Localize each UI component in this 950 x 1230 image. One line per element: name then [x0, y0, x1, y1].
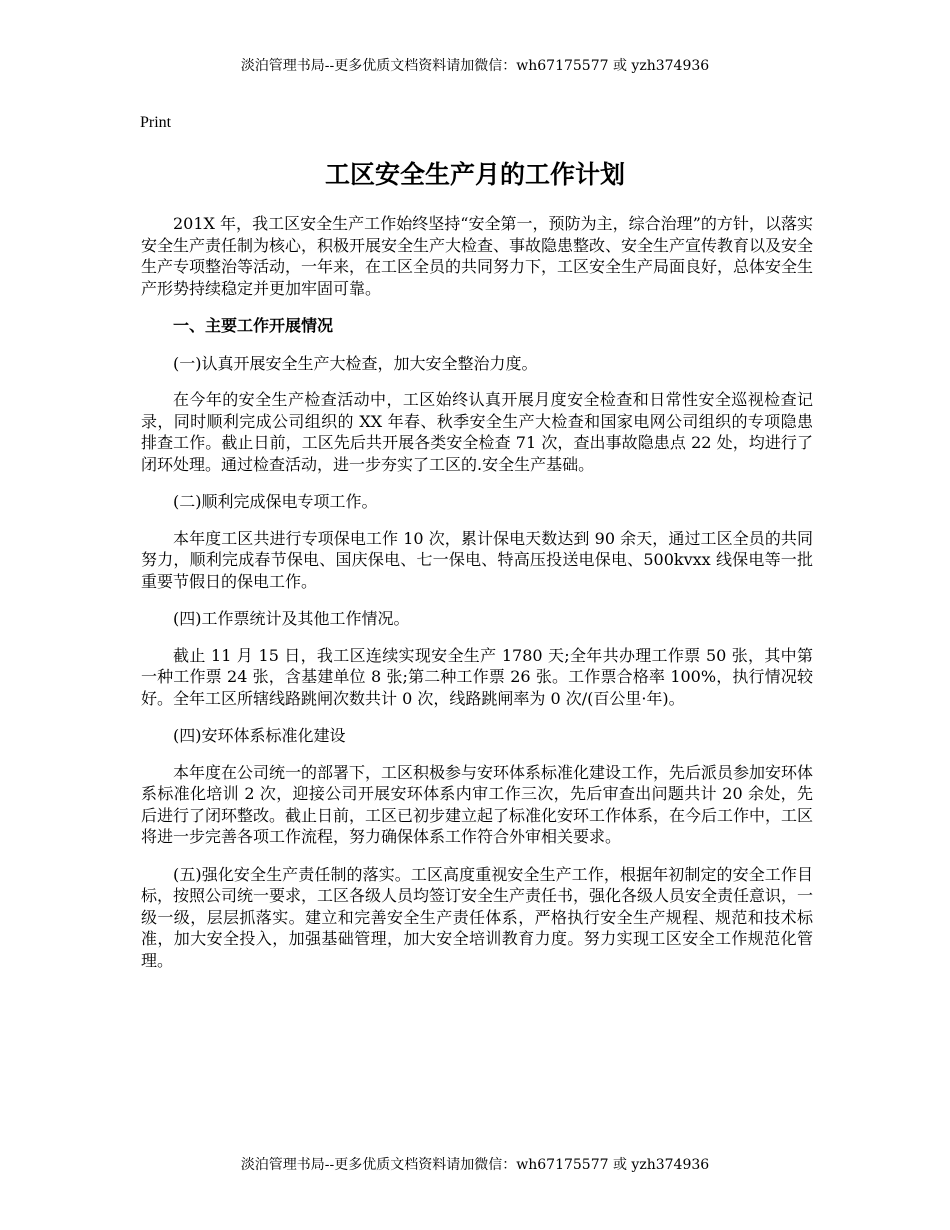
paragraph-standardization: 本年度在公司统一的部署下，工区积极参与安环体系标准化建设工作，先后派员参加安环体系标准化培训 2 次，迎接公司开展安环体系内审工作三次，先后审查出问题共计 20 余处，先后进行了闭环整改。截止日前，工区已初步建立起了标准化安环工作体系，在今后工作中，工区将进一步完善各项工作流程，努力确保体系工作符合外审相关要求。 [141, 762, 814, 846]
subheading-power-protection: (二)顺利完成保电专项工作。 [173, 492, 378, 511]
subheading-standardization: (四)安环体系标准化建设 [173, 726, 346, 745]
section-heading: 一、主要工作开展情况 [173, 316, 334, 335]
paragraph-responsibility: (五)强化安全生产责任制的落实。工区高度重视安全生产工作，根据年初制定的安全工作目标，按照公司统一要求，工区各级人员均签订安全生产责任书，强化各级人员安全责任意识，一级一级，层层抓落实。建立和完善安全生产责任体系，严格执行安全生产规程、规范和技术标准，加大安全投入，加强基础管理，加大安全培训教育力度。努力实现工区安全工作规范化管理。 [141, 864, 814, 970]
paragraph-power-protection: 本年度工区共进行专项保电工作 10 次，累计保电天数达到 90 余天，通过工区全员的共同努力，顺利完成春节保电、国庆保电、七一保电、特高压投送电保电、500kvxx 线保电等一批重要节假日的保电工作。 [141, 528, 813, 591]
page-header: 淡泊管理书局--更多优质文档资料请加微信：wh67175577 或 yzh374936 [240, 58, 710, 74]
page-footer: 淡泊管理书局--更多优质文档资料请加微信：wh67175577 或 yzh374936 [240, 1157, 710, 1173]
subheading-work-tickets: (四)工作票统计及其他工作情况。 [173, 609, 410, 628]
intro-paragraph: 201X 年，我工区安全生产工作始终坚持“安全第一，预防为主，综合治理”的方针，以落实安全生产责任制为核心，积极开展安全生产大检查、事故隐患整改、安全生产宣传教育以及安全生产专项整治等活动，一年来，在工区全员的共同努力下，工区安全生产局面良好，总体安全生产形势持续稳定并更加牢固可靠。 [141, 214, 814, 298]
print-label: Print [140, 114, 172, 131]
paragraph-work-tickets: 截止 11 月 15 日，我工区连续实现安全生产 1780 天;全年共办理工作票 50 张，其中第一种工作票 24 张，含基建单位 8 张;第二种工作票 26 张。工作票合格率 100%，执行情况较好。全年工区所辖线路跳闸次数共计 0 次，线路跳闸率为 0 次/(百公里·年)。 [141, 645, 813, 708]
document-body [141, 213, 813, 987]
paragraph-safety-inspection: 在今年的安全生产检查活动中，工区始终认真开展月度安全检查和日常性安全巡视检查记录，同时顺利完成公司组织的 XX 年春、秋季安全生产大检查和国家电网公司组织的专项隐患排查工作。截止日前，工区先后共开展各类安全检查 71 次，查出事故隐患点 22 处，均进行了闭环处理。通过检查活动，进一步夯实了工区的.安全生产基础。 [141, 390, 813, 474]
document-title: 工区安全生产月的工作计划 [324, 160, 625, 189]
subheading-safety-inspection: (一)认真开展安全生产大检查，加大安全整治力度。 [173, 353, 538, 373]
